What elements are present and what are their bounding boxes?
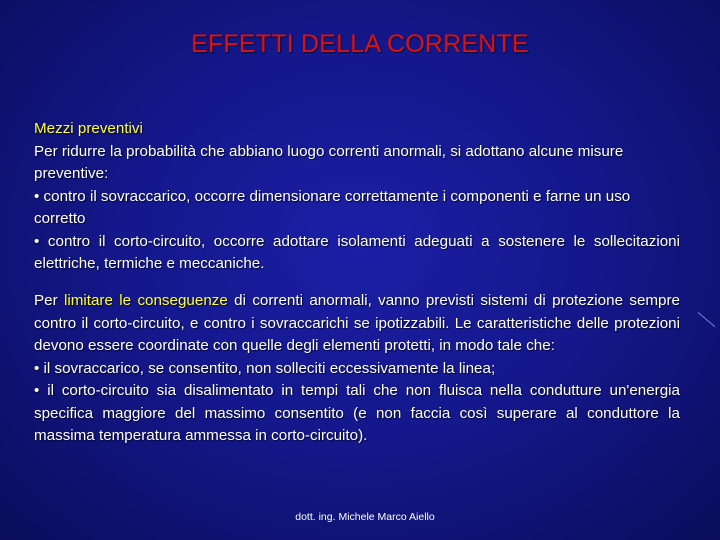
- section-intro: Per ridurre la probabilità che abbiano luogo correnti anormali, si adottano alcune misure preventive:: [34, 142, 624, 182]
- highlight-text: limitare le conseguenze: [63, 292, 228, 309]
- bullet-overload: • contro il sovraccarico, occorre dimensionare correttamente i componenti e farne un uso corretto: [34, 187, 631, 227]
- slide-title: EFFETTI DELLA CORRENTE: [191, 30, 529, 58]
- bullet-short-circuit-limit: • il corto-circuito sia disalimentato in tempi tali che non fluisca nella condutture un'energia specifica maggiore del massimo consentito (e non faccia così superare al conduttore la massima temperatura ammessa in corto-circuito).: [34, 382, 680, 444]
- preventive-measures-section: [34, 118, 680, 276]
- bullet-overload-limit: • il sovraccarico, se consentito, non solleciti eccessivamente la linea;: [34, 359, 496, 377]
- bullet-short-circuit: • contro il corto-circuito, occorre adottare isolamenti adeguati a sostenere le sollecitazioni elettriche, termiche e meccaniche.: [34, 232, 680, 272]
- limit-consequences-section: [34, 290, 680, 448]
- footer-author: dott. ing. Michele Marco Aiello: [295, 511, 435, 523]
- lead-text: Per: [34, 292, 64, 309]
- paragraph-body: di correnti anormali, vanno previsti sistemi di protezione sempre contro il corto-circuito, e contro i sovraccarichi se ipotizzabili. Le caratteristiche delle protezioni devono essere coordinate con quelle degli elementi protetti, in modo tale che:: [34, 292, 681, 354]
- protection-paragraph: [34, 290, 680, 358]
- section-heading: Mezzi preventivi: [34, 120, 143, 137]
- decorative-line: [698, 312, 715, 327]
